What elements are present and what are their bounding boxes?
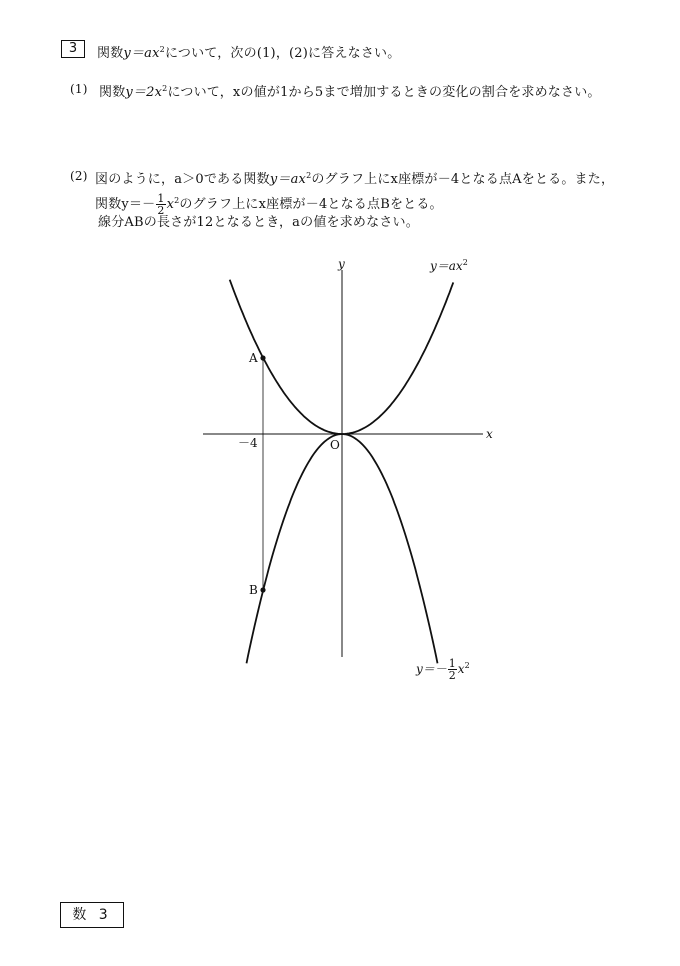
point-a-label: A [249, 351, 258, 365]
part1-post: について，xの値が1から5まで増加するときの変化の割合を求めなさい。 [167, 85, 601, 100]
y-axis-label: y [338, 257, 345, 271]
upper-curve-label [430, 257, 468, 274]
origin-label: O [330, 438, 340, 452]
tick-label-minus4: －4 [238, 436, 258, 450]
part2-line2-exponent: 2 [174, 196, 180, 205]
lower-curve-label [416, 658, 470, 681]
part1-number: (1) [70, 82, 88, 96]
part2-line1-formula: y＝ax [269, 172, 307, 187]
lower-curve-frac-num: 1 [448, 657, 456, 670]
page-label: 数 3 [60, 902, 124, 928]
lead-exponent: 2 [159, 45, 165, 54]
part2-frac-den: 2 [157, 204, 165, 217]
question-number: 3 [61, 40, 85, 58]
part2-line1-exponent: 2 [306, 171, 312, 180]
part2-number: (2) [70, 169, 88, 183]
part1-exponent: 2 [162, 84, 168, 93]
lower-curve-exponent: 2 [464, 661, 470, 670]
lower-curve-pre: y＝－ [416, 662, 447, 676]
part2-line3: 線分ABの長さが12となるとき，aの値を求めなさい。 [98, 215, 419, 230]
part2-line1-pre: 図のように，a＞0である関数 [95, 172, 270, 187]
point-b-label: B [249, 583, 258, 597]
lead-post: について，次の(1)，(2)に答えなさい。 [164, 46, 401, 61]
part2-line2-pre: 関数y＝－ [95, 197, 156, 212]
lead-formula: y＝ax [123, 46, 160, 61]
lower-curve-x: x [457, 662, 465, 676]
part2-line2-post: のグラフ上にx座標が－4となる点Bをとる。 [179, 197, 443, 212]
lower-curve-fraction [448, 658, 457, 681]
part2-line2-x: x [166, 197, 175, 212]
upper-curve-formula: y＝ax [430, 259, 463, 273]
x-axis-label: x [486, 427, 493, 441]
lower-curve-frac-den: 2 [448, 669, 456, 682]
lead-pre: 関数 [97, 46, 124, 61]
upper-curve-exponent: 2 [462, 258, 468, 267]
part1-pre: 関数 [99, 85, 126, 100]
part2-line1-post: のグラフ上にx座標が－4となる点Aをとる。また， [311, 172, 615, 187]
point-b [260, 587, 265, 592]
part1-formula: y＝2x [125, 85, 163, 100]
part2-frac-num: 1 [157, 192, 165, 205]
point-a [260, 355, 265, 360]
